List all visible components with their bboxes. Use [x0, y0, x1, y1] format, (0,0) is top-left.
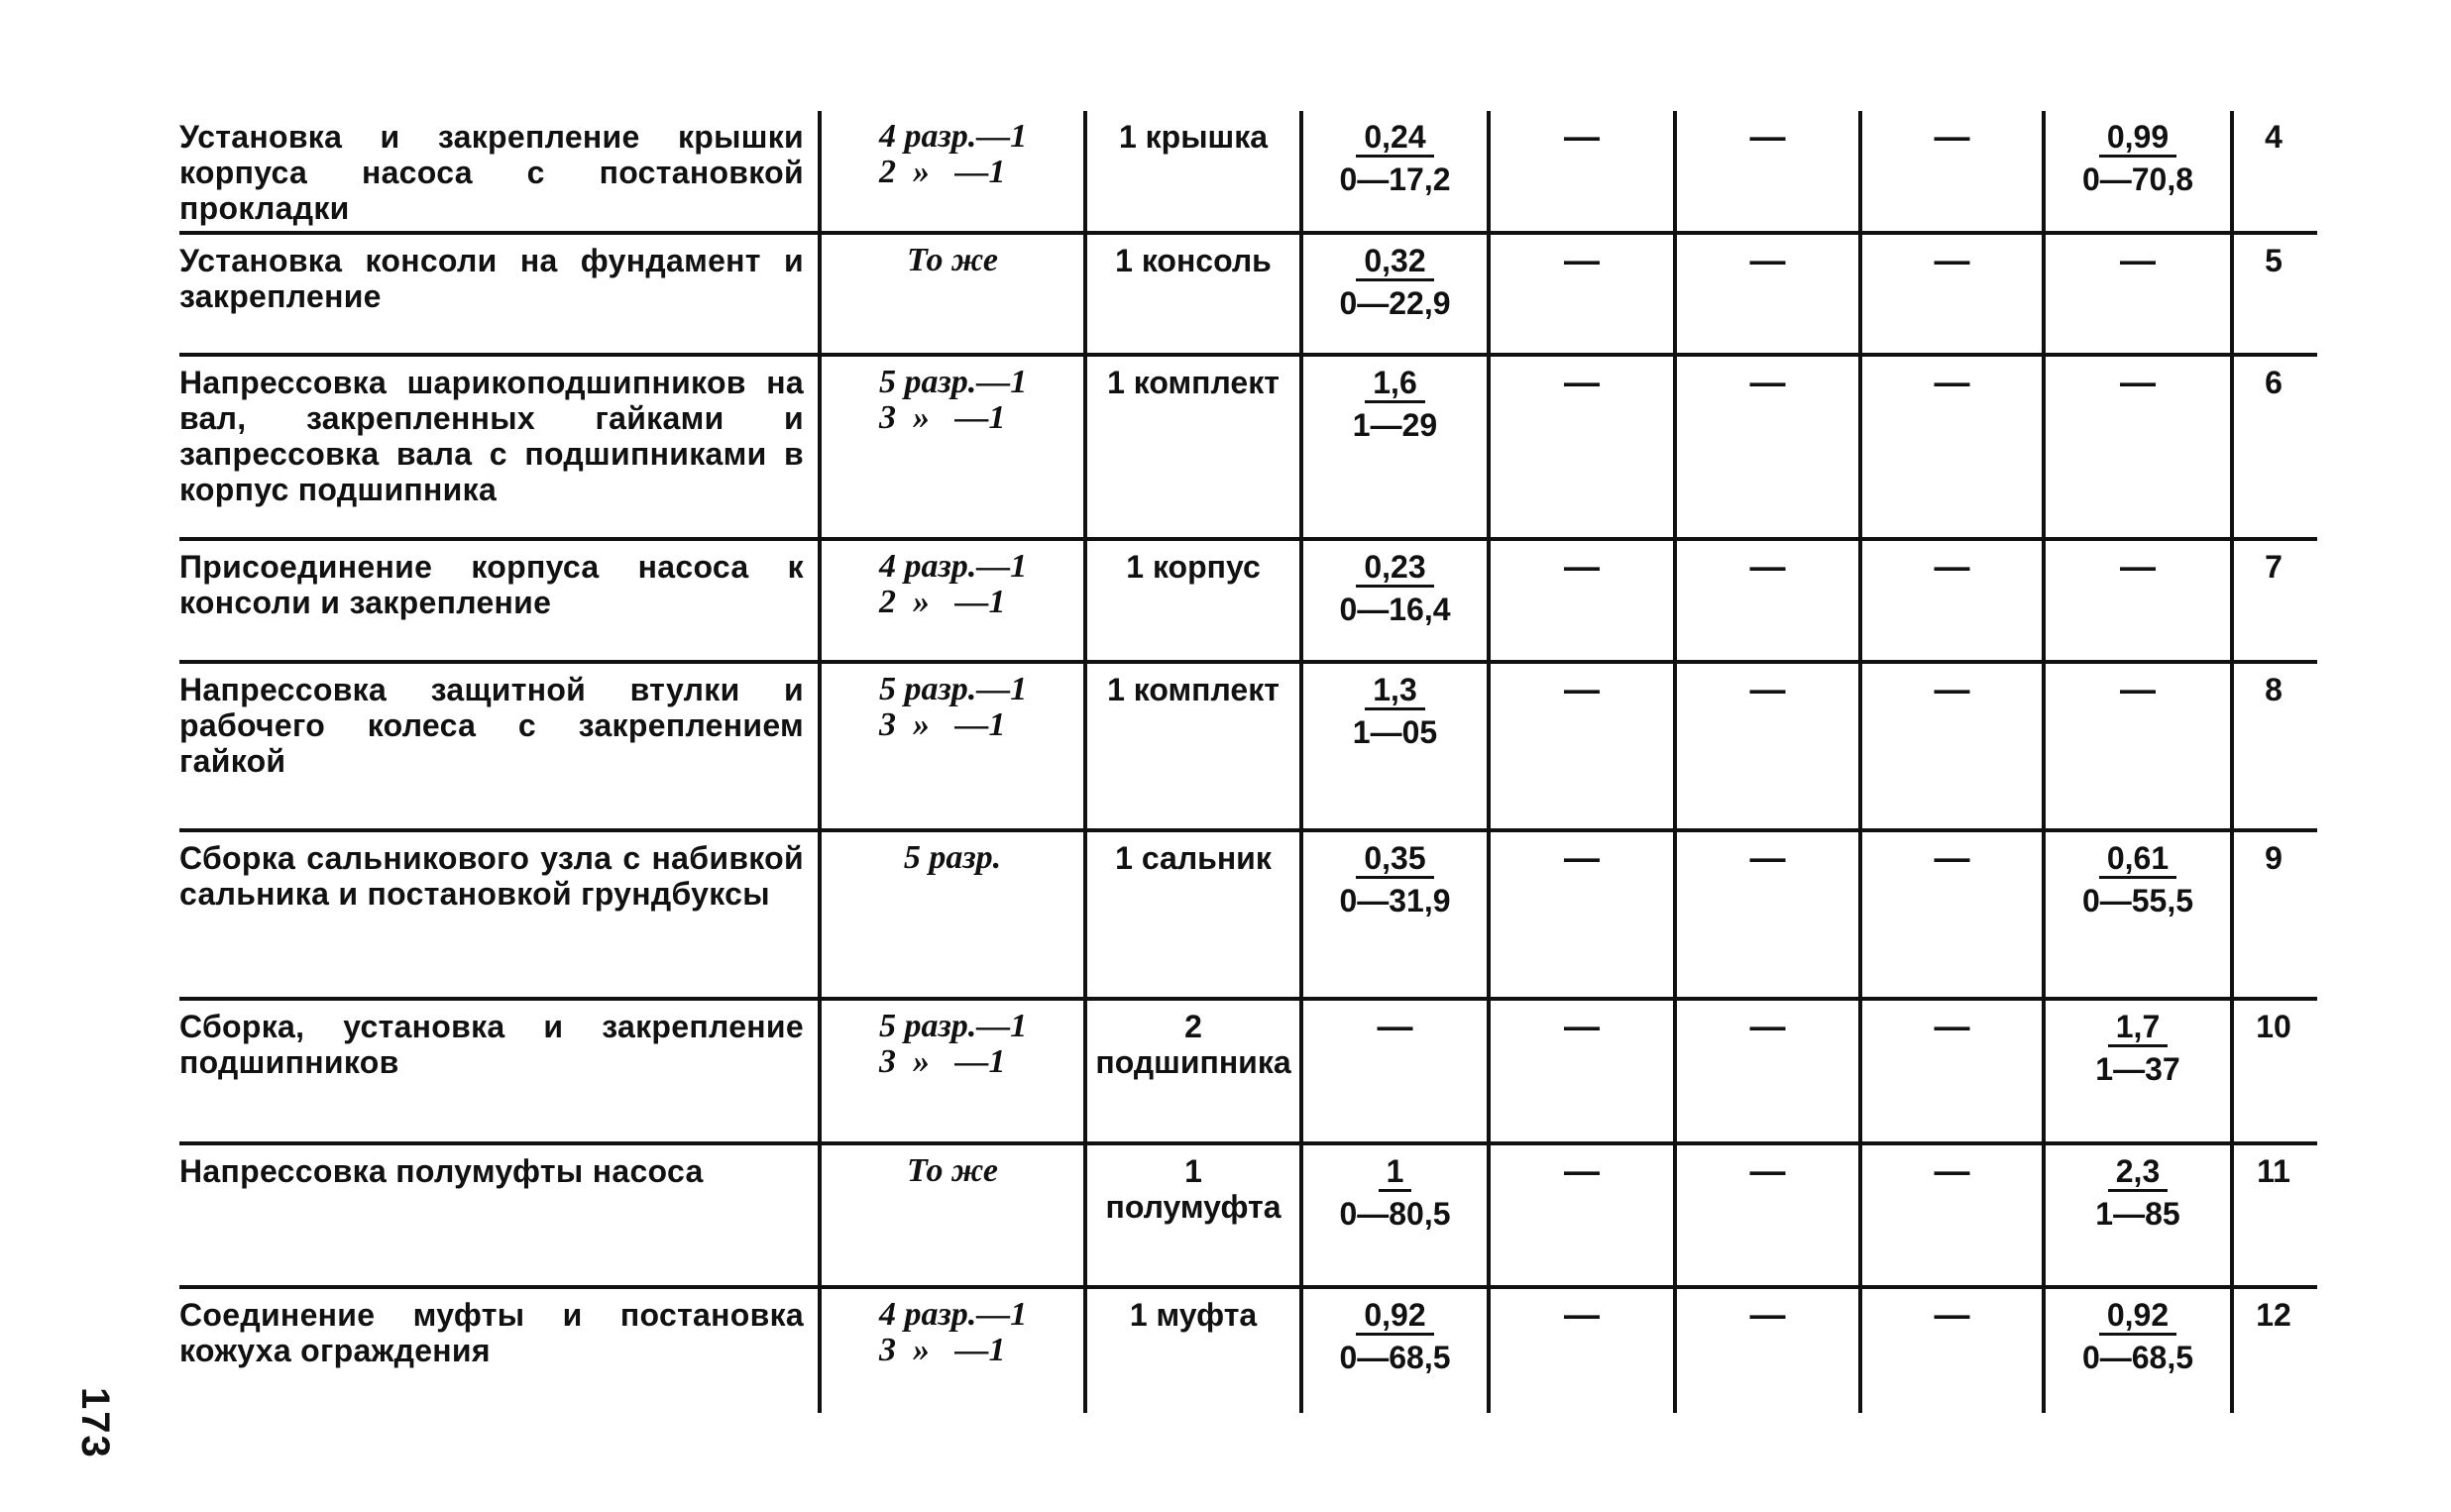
fraction-denominator: 1—37 — [2095, 1051, 2180, 1087]
fraction-denominator: 0—68,5 — [2081, 1340, 2194, 1375]
dash-value: — — [1564, 546, 1600, 587]
row-number: 7 — [2265, 549, 2283, 585]
dash-value: — — [1934, 546, 1970, 587]
worker-grade-line: 2 » —1 — [879, 584, 1006, 620]
norm-value-3 — [1677, 1289, 1862, 1413]
unit-of-measure: 1 крышка — [1087, 111, 1303, 231]
norm-value-1 — [1303, 541, 1491, 660]
worker-grade-line: 5 разр.—1 — [879, 364, 1028, 400]
norm-value-1 — [1303, 1145, 1491, 1285]
dash-value: — — [1564, 669, 1600, 709]
dash-value: — — [1934, 837, 1970, 878]
fraction-value — [2095, 1009, 2179, 1089]
worker-grade — [822, 1145, 1087, 1285]
fraction-numerator: 1,3 — [1365, 672, 1424, 710]
fraction-value — [1339, 1153, 1450, 1234]
norm-value-3 — [1677, 541, 1862, 660]
fraction-denominator: 1—85 — [2095, 1196, 2180, 1232]
norm-value-1 — [1303, 111, 1491, 231]
fraction-denominator: 0—16,4 — [1339, 592, 1451, 627]
dash-value: — — [1749, 837, 1786, 878]
dash-value: — — [1934, 1150, 1970, 1191]
worker-grade-line: 2 » —1 — [879, 154, 1006, 190]
worker-grade-line: 3 » —1 — [879, 1043, 1006, 1080]
worker-grade-line: То же — [906, 1152, 999, 1189]
norm-value-3 — [1677, 664, 1862, 828]
dash-value: — — [2120, 362, 2156, 402]
operation-description: Сборка, установка и закрепление подшипников — [179, 1001, 822, 1141]
norm-value-1 — [1303, 1001, 1491, 1141]
norm-value-3 — [1677, 1145, 1862, 1285]
operation-description: Напрессовка шарикоподшипников на вал, закрепленных гайками и запрессовка вала с подшипниками в корпус подшипника — [179, 357, 822, 537]
norms-table — [179, 111, 2317, 1413]
norm-value-4 — [1862, 1289, 2046, 1413]
fraction-denominator: 0—80,5 — [1339, 1196, 1451, 1232]
norm-value-4 — [1862, 111, 2046, 231]
fraction-denominator: 0—70,8 — [2081, 162, 2194, 197]
dash-value: — — [1749, 669, 1786, 709]
row-number: 9 — [2265, 840, 2283, 876]
worker-grade-line: 4 разр.—1 — [879, 548, 1028, 585]
worker-grade — [822, 541, 1087, 660]
dash-value: — — [1934, 116, 1970, 157]
worker-grade — [822, 1289, 1087, 1413]
norm-value-5 — [2046, 541, 2234, 660]
operation-description: Сборка сальникового узла с набивкой сальника и постановкой грундбуксы — [179, 832, 822, 997]
row-number: 5 — [2265, 243, 2283, 278]
worker-grade — [822, 235, 1087, 353]
dash-value: — — [1749, 1294, 1786, 1335]
fraction-numerator: 2,3 — [2108, 1153, 2168, 1192]
worker-grade-line: 5 разр. — [903, 839, 1002, 876]
dash-value: — — [1749, 240, 1786, 280]
row-number: 12 — [2256, 1297, 2291, 1333]
worker-grade-line: 3 » —1 — [879, 706, 1006, 743]
fraction-numerator: 0,61 — [2099, 840, 2176, 879]
norm-value-2 — [1491, 1001, 1677, 1141]
fraction-numerator: 0,99 — [2099, 119, 2176, 158]
table-row — [179, 235, 2317, 357]
fraction-denominator: 1—29 — [1352, 407, 1438, 443]
fraction-denominator: 0—22,9 — [1339, 285, 1451, 321]
operation-description: Напрессовка защитной втулки и рабочего колеса с закреплением гайкой — [179, 664, 822, 828]
dash-value: — — [2120, 240, 2156, 280]
fraction-denominator: 0—17,2 — [1339, 162, 1451, 197]
norm-value-5 — [2046, 1145, 2234, 1285]
norm-value-3 — [1677, 832, 1862, 997]
norm-value-2 — [1491, 832, 1677, 997]
dash-value: — — [2120, 546, 2156, 587]
unit-of-measure: 1 корпус — [1087, 541, 1303, 660]
page-number: 173 — [73, 1387, 117, 1459]
fraction-value — [1339, 243, 1450, 323]
norm-value-5 — [2046, 664, 2234, 828]
worker-grade-line: 5 разр.—1 — [879, 671, 1028, 707]
worker-grade — [822, 1001, 1087, 1141]
norm-value-5 — [2046, 1001, 2234, 1141]
fraction-numerator: 1 — [1379, 1153, 1412, 1192]
worker-grade-line: 4 разр.—1 — [879, 1296, 1028, 1333]
dash-value: — — [1934, 1006, 1970, 1046]
worker-grade-line: 4 разр.—1 — [879, 118, 1028, 155]
norm-value-4 — [1862, 1145, 2046, 1285]
worker-grade — [822, 111, 1087, 231]
fraction-value — [1353, 672, 1437, 752]
fraction-numerator: 0,92 — [2099, 1297, 2176, 1336]
row-number: 6 — [2265, 365, 2283, 400]
norm-value-4 — [1862, 235, 2046, 353]
fraction-numerator: 1,6 — [1365, 365, 1424, 403]
fraction-value — [1353, 365, 1437, 445]
operation-description: Установка и закрепление крышки корпуса насоса с постановкой прокладки — [179, 111, 822, 231]
worker-grade — [822, 357, 1087, 537]
dash-value: — — [1749, 546, 1786, 587]
norm-value-2 — [1491, 664, 1677, 828]
dash-value: — — [1749, 116, 1786, 157]
fraction-numerator: 0,24 — [1356, 119, 1433, 158]
worker-grade — [822, 664, 1087, 828]
fraction-numerator: 0,35 — [1356, 840, 1433, 879]
norm-value-3 — [1677, 1001, 1862, 1141]
norm-value-3 — [1677, 357, 1862, 537]
table-row — [179, 357, 2317, 541]
dash-value: — — [1934, 1294, 1970, 1335]
operation-description: Установка консоли на фундамент и закрепление — [179, 235, 822, 353]
norm-value-3 — [1677, 235, 1862, 353]
dash-value: — — [1377, 1006, 1413, 1046]
dash-value: — — [1564, 1150, 1600, 1191]
norm-value-5 — [2046, 235, 2234, 353]
fraction-value — [2082, 840, 2193, 920]
table-row — [179, 1001, 2317, 1145]
unit-of-measure: 1 комплект — [1087, 357, 1303, 537]
norm-value-1 — [1303, 357, 1491, 537]
worker-grade-line: То же — [906, 242, 999, 278]
fraction-denominator: 0—31,9 — [1339, 883, 1451, 918]
norm-value-2 — [1491, 1145, 1677, 1285]
norm-value-1 — [1303, 235, 1491, 353]
norm-value-1 — [1303, 832, 1491, 997]
fraction-denominator: 0—68,5 — [1339, 1340, 1451, 1375]
norm-value-5 — [2046, 1289, 2234, 1413]
row-number: 4 — [2265, 119, 2283, 155]
table-row — [179, 541, 2317, 664]
unit-of-measure: 2 подшипника — [1087, 1001, 1303, 1141]
norm-value-1 — [1303, 664, 1491, 828]
norm-value-4 — [1862, 832, 2046, 997]
norm-value-2 — [1491, 541, 1677, 660]
fraction-numerator: 0,32 — [1356, 243, 1433, 281]
dash-value: — — [1934, 362, 1970, 402]
row-number: 10 — [2256, 1009, 2291, 1044]
operation-description: Напрессовка полумуфты насоса — [179, 1145, 822, 1285]
fraction-denominator: 0—55,5 — [2081, 883, 2194, 918]
dash-value: — — [1564, 1006, 1600, 1046]
operation-description: Соединение муфты и постановка кожуха ограждения — [179, 1289, 822, 1413]
dash-value: — — [1749, 1150, 1786, 1191]
row-number: 8 — [2265, 672, 2283, 707]
worker-grade — [822, 832, 1087, 997]
table-row — [179, 1289, 2317, 1413]
dash-value: — — [1564, 240, 1600, 280]
fraction-numerator: 0,23 — [1356, 549, 1433, 588]
fraction-numerator: 1,7 — [2108, 1009, 2168, 1047]
norm-value-3 — [1677, 111, 1862, 231]
norm-value-4 — [1862, 541, 2046, 660]
table-row — [179, 1145, 2317, 1289]
norm-value-4 — [1862, 357, 2046, 537]
operation-description: Присоединение корпуса насоса к консоли и закрепление — [179, 541, 822, 660]
norm-value-5 — [2046, 111, 2234, 231]
fraction-value — [2082, 1297, 2193, 1377]
fraction-value — [1339, 840, 1450, 920]
norm-value-1 — [1303, 1289, 1491, 1413]
dash-value: — — [1749, 1006, 1786, 1046]
worker-grade-line: 3 » —1 — [879, 399, 1006, 436]
fraction-value — [2095, 1153, 2179, 1234]
norm-value-5 — [2046, 357, 2234, 537]
norm-value-4 — [1862, 1001, 2046, 1141]
unit-of-measure: 1 полумуфта — [1087, 1145, 1303, 1285]
unit-of-measure: 1 муфта — [1087, 1289, 1303, 1413]
fraction-denominator: 1—05 — [1352, 714, 1438, 750]
dash-value: — — [1749, 362, 1786, 402]
norm-value-2 — [1491, 235, 1677, 353]
dash-value: — — [1934, 669, 1970, 709]
dash-value: — — [1564, 362, 1600, 402]
fraction-value — [2082, 119, 2193, 199]
dash-value: — — [1934, 240, 1970, 280]
norm-value-2 — [1491, 1289, 1677, 1413]
norm-value-4 — [1862, 664, 2046, 828]
norm-value-2 — [1491, 357, 1677, 537]
dash-value: — — [2120, 669, 2156, 709]
table-row — [179, 664, 2317, 832]
dash-value: — — [1564, 116, 1600, 157]
row-number: 11 — [2257, 1153, 2290, 1189]
table-row — [179, 111, 2317, 235]
norm-value-2 — [1491, 111, 1677, 231]
worker-grade-line: 5 разр.—1 — [879, 1008, 1028, 1044]
unit-of-measure: 1 консоль — [1087, 235, 1303, 353]
table-row — [179, 832, 2317, 1001]
fraction-value — [1339, 549, 1450, 629]
dash-value: — — [1564, 1294, 1600, 1335]
fraction-value — [1339, 119, 1450, 199]
norm-value-5 — [2046, 832, 2234, 997]
dash-value: — — [1564, 837, 1600, 878]
unit-of-measure: 1 сальник — [1087, 832, 1303, 997]
unit-of-measure: 1 комплект — [1087, 664, 1303, 828]
fraction-numerator: 0,92 — [1356, 1297, 1433, 1336]
worker-grade-line: 3 » —1 — [879, 1332, 1006, 1368]
fraction-value — [1339, 1297, 1450, 1377]
